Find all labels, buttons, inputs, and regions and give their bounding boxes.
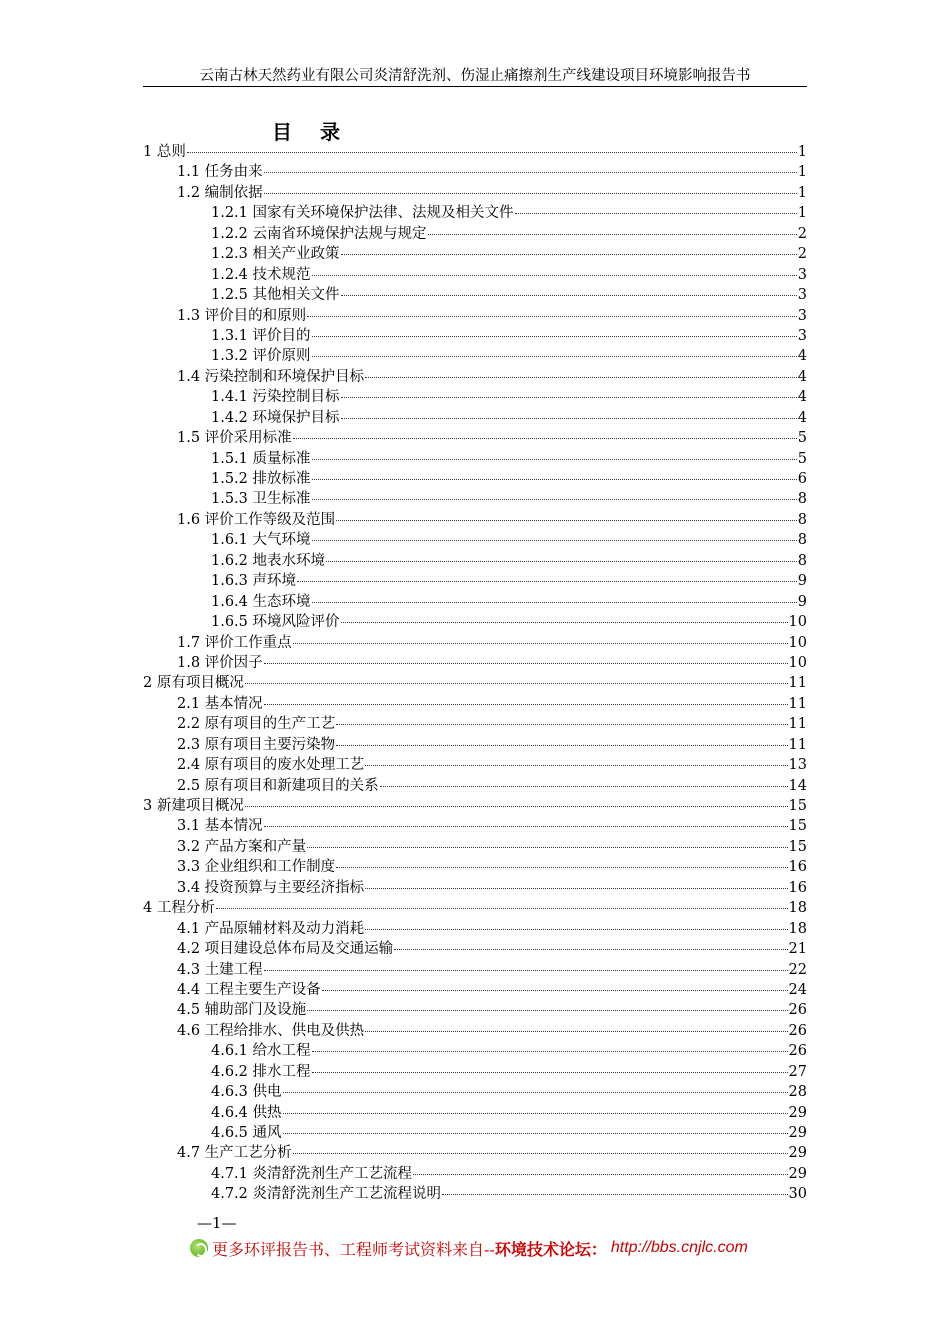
toc-entry-page: 21 [788, 941, 807, 958]
toc-entry-title: 4 工程分析 [143, 900, 215, 917]
toc-entry-title: 4.6.5 通风 [211, 1125, 282, 1141]
toc-entry[interactable] [143, 694, 807, 714]
toc-dot-leader [245, 682, 788, 684]
toc-dot-leader [264, 171, 797, 173]
toc-entry[interactable] [143, 224, 807, 244]
toc-entry[interactable] [143, 816, 807, 836]
toc-entry[interactable] [143, 673, 807, 693]
toc-entry-title: 1.5.3 卫生标准 [211, 491, 311, 508]
toc-entry[interactable] [143, 530, 807, 550]
toc-entry-title: 1.4.2 环境保护目标 [211, 409, 340, 426]
toc-dot-leader [283, 1091, 788, 1093]
toc-entry-title: 4.6.2 排水工程 [211, 1063, 311, 1080]
toc-entry-page: 28 [788, 1084, 807, 1101]
toc-entry-title: 3.3 企业组织和工作制度 [177, 859, 336, 876]
toc-entry-title: 4.6.3 供电 [211, 1084, 282, 1101]
toc-entry-title: 4.5 辅助部门及设施 [177, 1002, 307, 1019]
toc-entry-page: 27 [788, 1063, 807, 1080]
toc-entry[interactable] [143, 1164, 807, 1184]
toc-entry[interactable] [143, 714, 807, 734]
toc-entry-title: 1.6 评价工作等级及范围 [177, 511, 336, 528]
toc-entry-page: 2 [797, 246, 807, 263]
toc-entry-page: 9 [797, 573, 807, 590]
toc-entry-title: 1.2.2 云南省环境保护法规与规定 [211, 225, 427, 242]
toc-entry-page: 22 [788, 961, 807, 978]
toc-dot-leader [341, 396, 797, 398]
toc-entry-page: 1 [797, 164, 807, 181]
toc-entry-page: 29 [788, 1165, 807, 1182]
toc-dot-leader [312, 458, 797, 460]
toc-entry[interactable] [143, 1021, 807, 1041]
toc-entry-title: 1.6.4 生态环境 [211, 593, 311, 610]
toc-entry[interactable] [143, 387, 807, 407]
toc-entry-page: 3 [797, 287, 807, 304]
footer-text: 更多环评报告书、工程师考试资料来自-- [212, 1239, 495, 1259]
toc-entry-title: 4.2 项目建设总体布局及交通运输 [177, 941, 394, 958]
toc-entry[interactable] [143, 367, 807, 387]
toc-entry-page: 11 [788, 675, 807, 692]
toc-entry-title: 1.2.1 国家有关环境保护法律、法规及相关文件 [211, 205, 514, 222]
toc-entry-page: 1 [797, 205, 807, 222]
toc-entry[interactable] [143, 142, 807, 162]
toc-entry-page: 29 [788, 1104, 807, 1121]
toc-entry[interactable] [143, 960, 807, 980]
toc-entry-page: 15 [788, 838, 807, 855]
toc-entry[interactable] [143, 408, 807, 428]
toc-entry[interactable] [143, 326, 807, 346]
toc-entry[interactable] [143, 939, 807, 959]
toc-entry-title: 1.2.3 相关产业政策 [211, 246, 340, 263]
toc-dot-leader [365, 928, 787, 930]
toc-entry-title: 1.6.1 大气环境 [211, 532, 311, 549]
toc-entry-page: 4 [797, 348, 807, 365]
toc-entry-title: 4.3 土建工程 [177, 961, 263, 978]
toc-entry-page: 4 [797, 368, 807, 385]
toc-dot-leader [365, 887, 787, 889]
toc-entry[interactable] [143, 1143, 807, 1163]
toc-dot-leader [341, 253, 797, 255]
toc-dot-leader [187, 151, 797, 153]
toc-entry-title: 1.3.2 评价原则 [211, 348, 311, 365]
toc-entry-title: 4.7 生产工艺分析 [177, 1145, 292, 1162]
toc-entry-title: 2 原有项目概况 [143, 675, 244, 692]
toc-dot-leader [293, 642, 788, 644]
toc-dot-leader [307, 846, 787, 848]
toc-entry-title: 4.6 工程给排水、供电及供热 [177, 1022, 365, 1039]
toc-entry-page: 26 [788, 1022, 807, 1039]
toc-entry-title: 4.7.2 炎清舒洗剂生产工艺流程说明 [211, 1186, 442, 1203]
toc-dot-leader [341, 417, 797, 419]
toc-dot-leader [307, 1009, 787, 1011]
page-number: —1— [197, 1214, 237, 1232]
toc-dot-leader [312, 335, 797, 337]
toc-entry-title: 2.2 原有项目的生产工艺 [177, 716, 336, 733]
toc-entry-page: 18 [788, 900, 807, 917]
toc-entry-page: 15 [788, 798, 807, 814]
toc-entry-page: 14 [788, 777, 807, 794]
toc-entry[interactable] [143, 183, 807, 203]
toc-entry-page: 5 [797, 430, 807, 447]
toc-entry[interactable] [143, 1041, 807, 1061]
toc-entry-page: 3 [797, 307, 807, 324]
toc-entry[interactable] [143, 1184, 807, 1204]
toc-entry-page: 8 [797, 532, 807, 549]
toc-entry-page: 10 [788, 634, 807, 651]
toc-entry[interactable] [143, 265, 807, 285]
toc-entry[interactable] [143, 633, 807, 653]
toc-entry[interactable] [143, 776, 807, 796]
toc-entry-page: 10 [788, 654, 807, 671]
toc-dot-leader [283, 1112, 788, 1114]
toc-dot-leader [365, 764, 787, 766]
toc-entry-title: 1.5.1 质量标准 [211, 450, 311, 467]
toc-dot-leader [515, 212, 797, 214]
toc-dot-leader [312, 274, 797, 276]
toc-entry-title: 2.1 基本情况 [177, 695, 263, 712]
toc-title: 目 录 [272, 120, 344, 144]
toc-entry[interactable] [143, 285, 807, 305]
toc-dot-leader [365, 1030, 787, 1032]
toc-entry-page: 26 [788, 1002, 807, 1019]
toc-entry-title: 4.6.1 给水工程 [211, 1043, 311, 1060]
toc-entry-title: 3.2 产品方案和产量 [177, 838, 307, 855]
toc-entry[interactable] [143, 1000, 807, 1020]
toc-entry-page: 11 [788, 716, 807, 733]
toc-entry[interactable] [143, 755, 807, 775]
toc-entry-page: 15 [788, 818, 807, 835]
toc-dot-leader [264, 662, 788, 664]
toc-entry[interactable] [143, 428, 807, 448]
toc-entry-title: 1.5.2 排放标准 [211, 471, 311, 487]
toc-entry-page: 30 [788, 1186, 807, 1203]
toc-entry-title: 1.7 评价工作重点 [177, 634, 292, 651]
toc-entry-page: 6 [797, 471, 807, 487]
toc-dot-leader [264, 703, 788, 705]
toc-dot-leader [245, 805, 788, 807]
footer-link[interactable]: http://bbs.cnjlc.com [610, 1239, 748, 1256]
toc-entry[interactable] [143, 510, 807, 530]
toc-dot-leader [216, 907, 788, 909]
header-title: 云南古林天然药业有限公司炎清舒洗剂、伤湿止痛擦剂生产线建设项目环境影响报告书 [199, 68, 751, 84]
toc-entry-page: 11 [788, 695, 807, 712]
toc-entry-page: 16 [788, 859, 807, 876]
toc-entry-title: 4.4 工程主要生产设备 [177, 981, 321, 998]
toc-entry-title: 2.4 原有项目的废水处理工艺 [177, 757, 365, 774]
toc-dot-leader [312, 1050, 788, 1052]
toc-dot-leader [312, 1071, 788, 1073]
toc-entry-title: 3.4 投资预算与主要经济指标 [177, 879, 365, 896]
toc-entry[interactable] [143, 653, 807, 673]
toc-dot-leader [365, 376, 797, 378]
toc-entry-title: 4.6.4 供热 [211, 1104, 282, 1121]
toc-dot-leader [264, 969, 788, 971]
document-header [143, 66, 807, 87]
toc-dot-leader [341, 621, 788, 623]
toc-entry-page: 3 [797, 327, 807, 344]
toc-entry-title: 1.6.2 地表水环境 [211, 552, 326, 569]
toc-entry-title: 3 新建项目概况 [143, 798, 244, 814]
toc-entry[interactable] [143, 796, 807, 816]
toc-entry-page: 4 [797, 409, 807, 426]
toc-entry-title: 4.7.1 炎清舒洗剂生产工艺流程 [211, 1165, 413, 1182]
toc-entry[interactable] [143, 1103, 807, 1123]
toc-entry[interactable] [143, 878, 807, 898]
toc-dot-leader [312, 355, 797, 357]
toc-entry-page: 29 [788, 1125, 807, 1141]
toc-entry[interactable] [143, 489, 807, 509]
toc-entry-page: 18 [788, 920, 807, 937]
toc-entry[interactable] [143, 837, 807, 857]
toc-dot-leader [307, 315, 797, 317]
toc-dot-leader [380, 785, 788, 787]
toc-dot-leader [341, 294, 797, 296]
toc-entry[interactable] [143, 551, 807, 571]
toc-entry[interactable] [143, 306, 807, 326]
toc-entry-title: 4.1 产品原辅材料及动力消耗 [177, 920, 365, 937]
toc-dot-leader [312, 539, 797, 541]
toc-entry[interactable] [143, 1123, 807, 1143]
toc-dot-leader [283, 1132, 788, 1134]
toc-entry-page: 24 [788, 981, 807, 998]
toc-entry[interactable] [143, 244, 807, 264]
toc-entry[interactable] [143, 919, 807, 939]
toc-dot-leader [322, 989, 788, 991]
toc-dot-leader [428, 233, 797, 235]
toc-entry[interactable] [143, 1062, 807, 1082]
toc-dot-leader [264, 192, 797, 194]
toc-dot-leader [336, 519, 797, 521]
toc-entry-page: 8 [797, 511, 807, 528]
forum-logo-icon [190, 1239, 208, 1257]
toc-entry-title: 1.2.5 其他相关文件 [211, 287, 340, 304]
toc-entry-title: 1.6.5 环境风险评价 [211, 614, 340, 631]
toc-entry-page: 9 [797, 593, 807, 610]
toc-entry-page: 1 [797, 184, 807, 201]
toc-entry-title: 1.3.1 评价目的 [211, 327, 311, 344]
toc-entry-title: 1.2.4 技术规范 [211, 266, 311, 283]
toc-dot-leader [336, 866, 787, 868]
toc-entry-page: 5 [797, 450, 807, 467]
toc-entry-page: 29 [788, 1145, 807, 1162]
table-of-contents [143, 142, 807, 1205]
toc-entry[interactable] [143, 203, 807, 223]
toc-entry[interactable] [143, 571, 807, 591]
toc-entry[interactable] [143, 162, 807, 182]
toc-entry-page: 8 [797, 552, 807, 569]
toc-entry[interactable] [143, 346, 807, 366]
footer-banner[interactable] [190, 1237, 748, 1259]
toc-entry-page: 10 [788, 614, 807, 631]
footer-forum-name: 环境技术论坛： [494, 1239, 607, 1259]
toc-entry-page: 26 [788, 1043, 807, 1060]
toc-entry-title: 1.4.1 污染控制目标 [211, 389, 340, 406]
toc-entry-page: 1 [797, 144, 807, 160]
toc-dot-leader [312, 601, 797, 603]
toc-entry[interactable] [143, 857, 807, 877]
toc-entry-title: 2.5 原有项目和新建项目的关系 [177, 777, 379, 794]
toc-entry[interactable] [143, 469, 807, 489]
toc-dot-leader [264, 825, 788, 827]
toc-entry[interactable] [143, 898, 807, 918]
toc-dot-leader [293, 437, 797, 439]
toc-entry-page: 8 [797, 491, 807, 508]
toc-entry-page: 2 [797, 225, 807, 242]
toc-entry[interactable] [143, 980, 807, 1000]
toc-dot-leader [312, 498, 797, 500]
toc-dot-leader [336, 723, 787, 725]
toc-dot-leader [312, 478, 797, 480]
toc-dot-leader [413, 1173, 788, 1175]
toc-entry-title: 1.6.3 声环境 [211, 573, 297, 590]
toc-entry-title: 1.3 评价目的和原则 [177, 307, 307, 324]
toc-entry-title: 3.1 基本情况 [177, 818, 263, 835]
toc-entry-page: 13 [788, 757, 807, 774]
toc-entry-title: 1.8 评价因子 [177, 654, 263, 671]
toc-dot-leader [442, 1193, 788, 1195]
toc-entry-title: 1.1 任务由来 [177, 164, 263, 181]
toc-dot-leader [293, 1152, 788, 1154]
toc-dot-leader [336, 744, 787, 746]
toc-entry[interactable] [143, 449, 807, 469]
toc-entry-page: 3 [797, 266, 807, 283]
toc-entry[interactable] [143, 1082, 807, 1102]
toc-dot-leader [326, 560, 797, 562]
toc-entry-page: 16 [788, 879, 807, 896]
toc-dot-leader [297, 580, 797, 582]
toc-entry-title: 1 总则 [143, 144, 186, 160]
toc-entry-title: 1.4 污染控制和环境保护目标 [177, 368, 365, 385]
toc-entry[interactable] [143, 612, 807, 632]
toc-entry-page: 11 [788, 736, 807, 753]
toc-entry-title: 1.2 编制依据 [177, 184, 263, 201]
toc-entry-page: 4 [797, 389, 807, 406]
toc-dot-leader [394, 948, 787, 950]
toc-entry-title: 1.5 评价采用标准 [177, 430, 292, 447]
toc-entry[interactable] [143, 735, 807, 755]
toc-entry-title: 2.3 原有项目主要污染物 [177, 736, 336, 753]
toc-entry[interactable] [143, 592, 807, 612]
